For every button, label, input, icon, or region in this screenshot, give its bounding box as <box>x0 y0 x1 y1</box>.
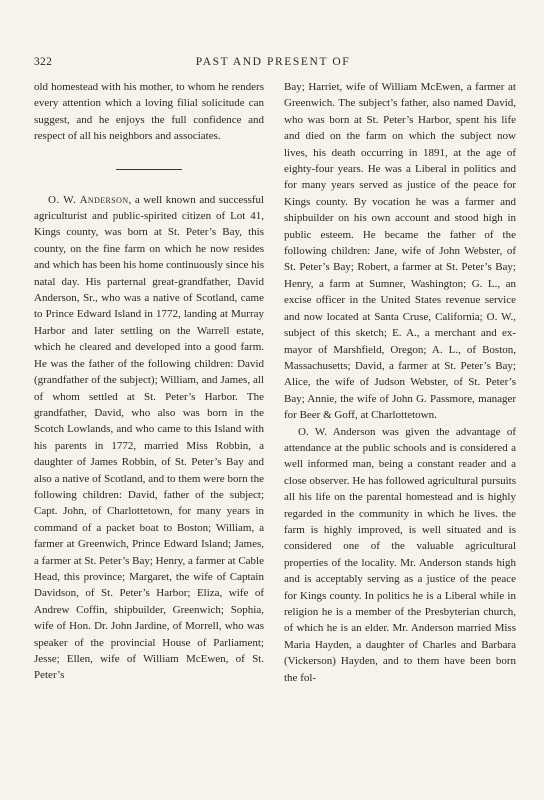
page-number: 322 <box>34 56 53 68</box>
section-divider <box>116 169 182 170</box>
running-title: PAST AND PRESENT OF <box>195 56 351 68</box>
continued-paragraph: old homestead with his mother, to whom he renders every attention which a loving filial solicitude can suggest, and he enjoys the full confidence and respect of all his neighbors and associates. <box>34 81 264 143</box>
page-header <box>34 56 512 72</box>
biography-paragraph <box>34 192 264 684</box>
biography-name: O. W. Anderson <box>48 193 129 206</box>
biography-paragraph-2: O. W. Anderson was given the advantage of attendance at the public schools and is considered a well informed man, being a constant reader and a close observer. He has followed agricultural pursuits all his life on the parental homestead and is highly regarded in the community in which he lives. the farm is highly improved, is well situated and is considered one of the valuable agricultural properties of the locality. Mr. Anderson stands high and is acceptably serving as a justice of the peace for Kings county. In politics he is a Liberal while in religion he is a member of the Presbyterian church, of which he is an elder. Mr. Anderson married Miss Maria Hayden, a daughter of Charles and Barbara (Vickerson) Hayden, and to them have been born the fol- <box>284 425 516 684</box>
biography-paragraph-continued: Bay; Harriet, wife of William McEwen, a farmer at Greenwich. The subject’s father, also named David, who was born at St. Peter’s Harbor, spent his life and died on the farm on which the subject now lives, his death occurring in 1891, at the age of eighty-four years. He was a Liberal in politics and for many years served as justice of the peace for Kings county. By vocation he was a farmer and shipbuilder on his own account and stood high in public esteem. He became the father of the following children: Jane, wife of John Webster, of St. Peter’s Bay; Robert, a farmer at St. Peter’s Bay; Henry, a farm at Sumner, Washington; G. L., an excise officer in the United States revenue service and now located at Santa Cruse, California; O. W., subject of this sketch; E. A., a merchant and ex-mayor of Marshfield, Oregon; A. L., of Boston, Massachusetts; David, a farmer at St. Peter’s Bay; Alice, the wife of Judson Webster, of St. Peter’s Bay; Annie, the wife of John G. Passmore, manager for Beer & Goff, at Charlottetown. <box>284 81 516 422</box>
left-column <box>34 79 264 684</box>
right-column <box>284 79 516 686</box>
biography-text: , a well known and successful agriculturist and public-spirited citizen of Lot 41, Kings county, was born at St. Peter’s Bay, this county, on the fine farm on which he now resides and which has been his home continuously since his natal day. His parternal great-grandfather, David Anderson, Sr., who was a native of Scotland, came to Prince Edward Island in 1772, landing at Murray Harbor and later settling on the Warrell estate, which he cleared and developed into a good farm. He was the father of the following children: David (grandfather of the subject); William, and James, all of whom settled at St. Peter’s Harbor. The grandfather, David, who also was born in the Scotch Lowlands, and who came to this Island with his parents in 1772, married Miss Robbin, a daughter of James Robbin, of St. Peter’s Bay and also a native of Scotland, and to them were born the following children: David, father of the subject; Capt. John, of Charlottetown, for many years in command of a packet boat to Boston; William, a farmer at Greenwich, Prince Edward Island; James, a farmer at St. Peter’s Bay; Henry, a farmer at Cable Head, this province; Margaret, the wife of Captain Davidson, of St. Peter’s Harbor; Eliza, wife of Andrew Coffin, shipbuilder, Greenwich; Sophia, wife of Hon. Dr. John Jardine, of Morrell, who was speaker of the provincial House of Parliament; Jesse; Ellen, wife of William McEwen, of St. Peter’s <box>34 193 264 682</box>
